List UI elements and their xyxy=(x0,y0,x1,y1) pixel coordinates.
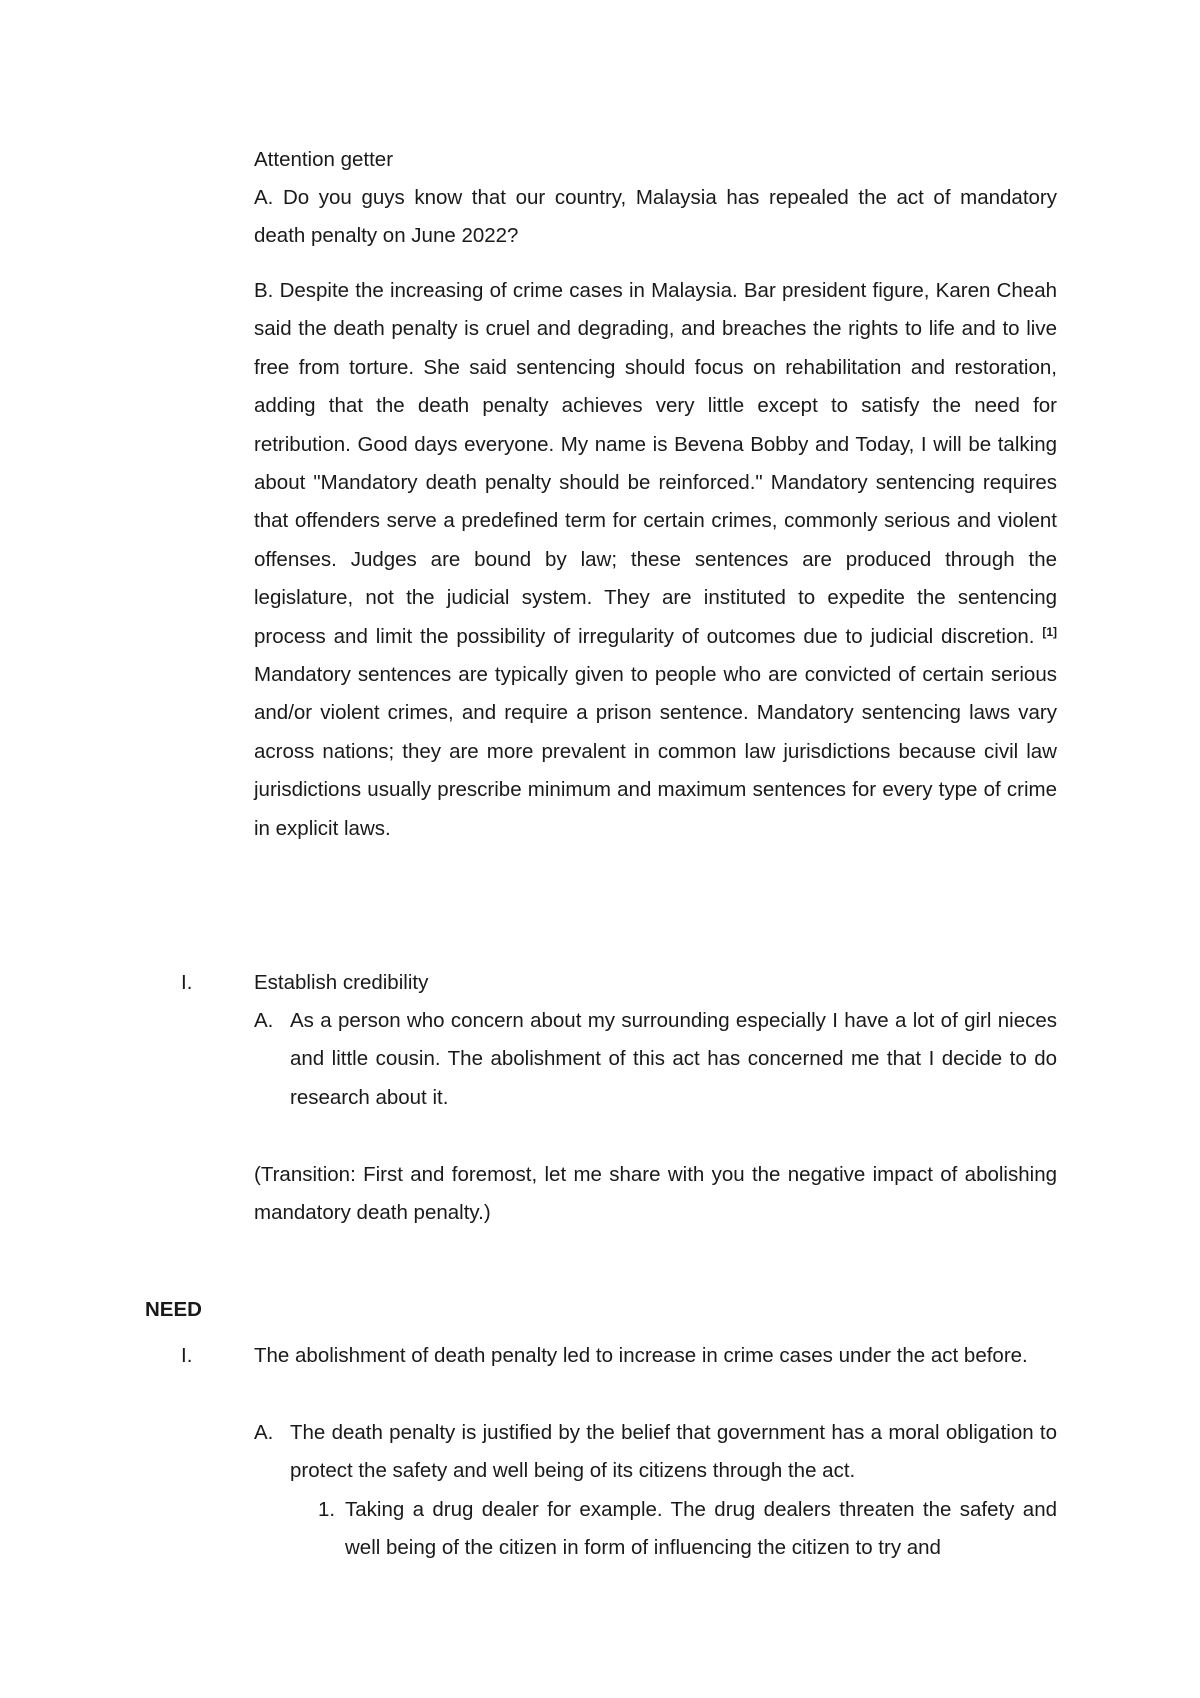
need-point-a-marker: A. xyxy=(254,1421,274,1444)
transition-text: (Transition: First and foremost, let me share with you the negative impact of abolishing mandatory death penalty.) xyxy=(254,1163,1057,1225)
need-subpoint-1-marker: 1. xyxy=(318,1498,336,1521)
need-point-a xyxy=(254,1414,1057,1491)
attention-point-b xyxy=(254,272,1057,848)
credibility-heading: Establish credibility xyxy=(254,971,429,994)
need-subpoint-1 xyxy=(318,1491,1057,1568)
need-point-a-text: The death penalty is justified by the belief that government has a moral obligation to protect the safety and well being of its citizens through the act. xyxy=(290,1421,1057,1483)
credibility-numeral: I. xyxy=(181,971,193,994)
attention-point-b-text-2: Mandatory sentences are typically given to people who are convicted of certain serious and/or violent crimes, and require a prison sentence. Mandatory sentencing laws vary across nations; they are more prevalent in common law jurisdictions because civil law jurisdictions usually prescribe minimum and maximum sentences for every type of crime in explicit laws. xyxy=(254,663,1057,840)
footnote-reference: [1] xyxy=(1042,624,1057,639)
attention-point-b-text-1: B. Despite the increasing of crime cases in Malaysia. Bar president figure, Karen Cheah said the death penalty is cruel and degrading, and breaches the rights to life and to live free from torture. She said sentencing should focus on rehabilitation and restoration, adding that the death penalty achieves very little except to satisfy the need for retribution. Good days everyone. My name is Bevena Bobby and Today, I will be talking about "Mandatory death penalty should be reinforced." Mandatory sentencing requires that offenders serve a predefined term for certain crimes, commonly serious and violent offenses. Judges are bound by law; these sentences are produced through the legislature, not the judicial system. They are instituted to expedite the sentencing process and limit the possibility of irregularity of outcomes due to judicial discretion. xyxy=(254,279,1057,648)
need-subpoint-1-text: Taking a drug dealer for example. The drug dealers threaten the safety and well being of the citizen in form of influencing the citizen to try and xyxy=(345,1498,1057,1560)
credibility-point-a-marker: A. xyxy=(254,1009,274,1032)
credibility-point-a xyxy=(254,1002,1057,1117)
need-main-point: The abolishment of death penalty led to increase in crime cases under the act before. xyxy=(254,1344,1028,1367)
credibility-point-a-text: As a person who concern about my surrounding especially I have a lot of girl nieces and little cousin. The abolishment of this act has concerned me that I decide to do research about it. xyxy=(290,1009,1057,1109)
need-numeral: I. xyxy=(181,1344,193,1367)
attention-point-a: A. Do you guys know that our country, Malaysia has repealed the act of mandatory death penalty on June 2022? xyxy=(254,186,1057,248)
attention-getter-heading: Attention getter xyxy=(254,148,394,171)
need-heading: NEED xyxy=(145,1298,202,1321)
